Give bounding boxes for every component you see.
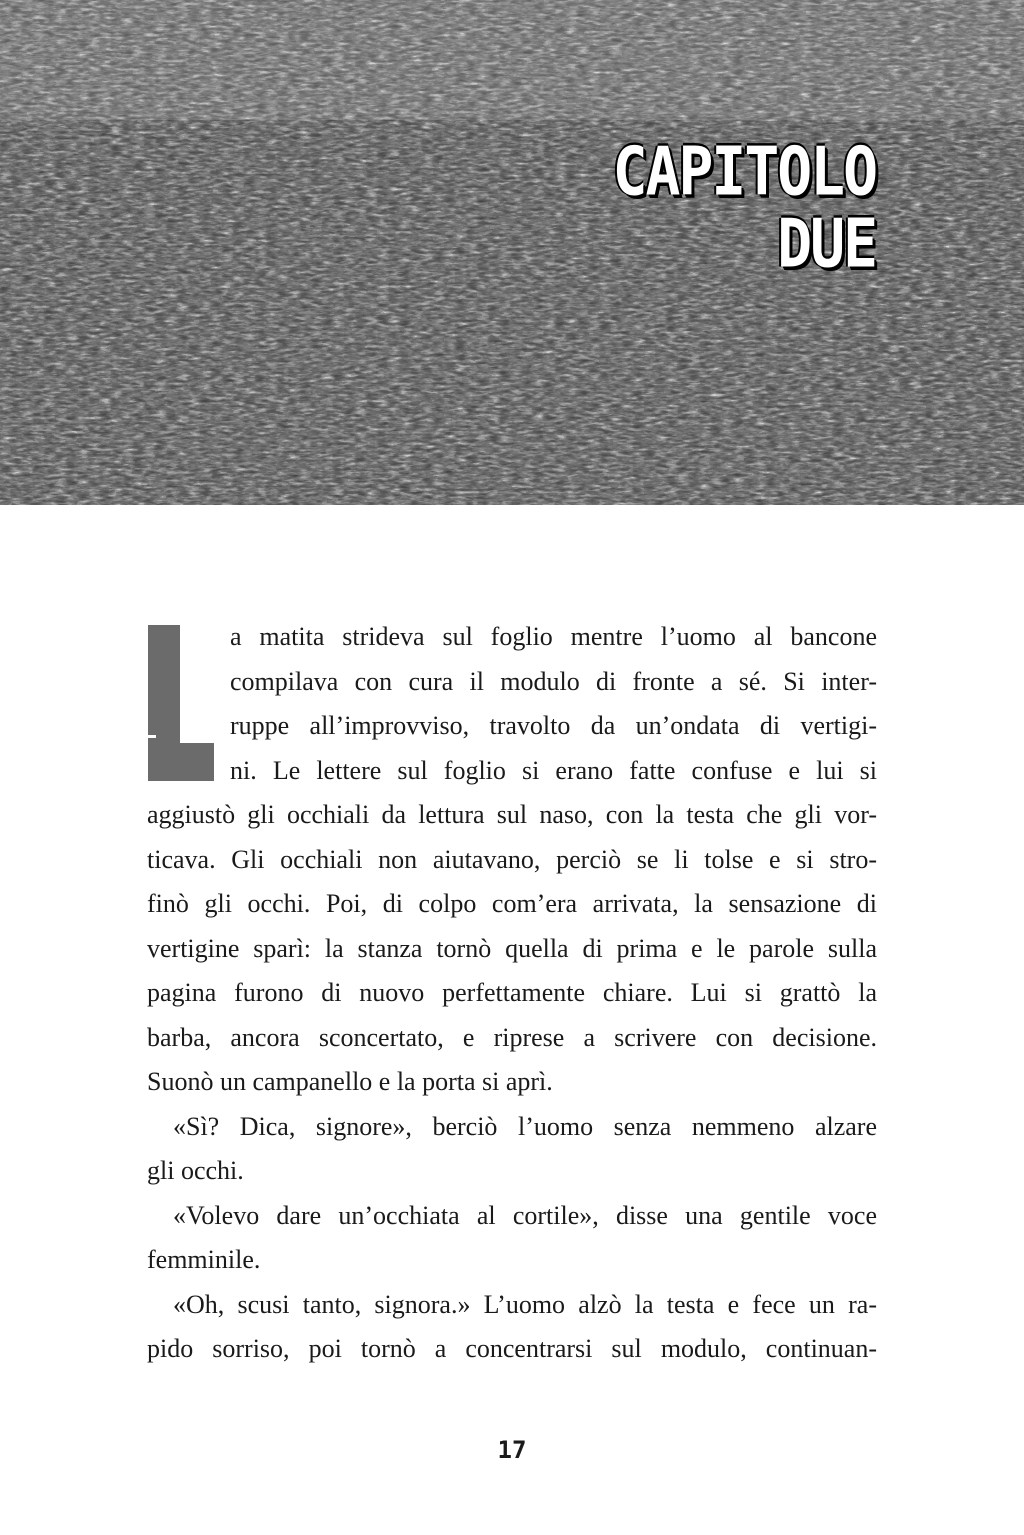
text-line: ticava. Gli occhiali non aiutavano, perciò se li tolse e si stro- — [147, 845, 877, 874]
text-line: vertigine sparì: la stanza tornò quella di prima e le parole sulla — [147, 934, 877, 963]
text-line: pagina furono di nuovo perfettamente chiare. Lui si grattò la — [147, 978, 877, 1007]
text-line: aggiustò gli occhiali da lettura sul naso, con la testa che gli vor- — [147, 800, 877, 829]
text-line: barba, ancora sconcertato, e riprese a scrivere con decisione. — [147, 1023, 877, 1052]
chapter-title-line-1: CAPITOLO — [612, 132, 876, 211]
text-line: pido sorriso, poi tornò a concentrarsi sul modulo, continuan- — [147, 1334, 877, 1363]
page-number: 17 — [497, 1436, 527, 1464]
text-line: «Oh, scusi tanto, signora.» L’uomo alzò la testa e fece un ra- — [173, 1290, 877, 1319]
text-line: «Volevo dare un’occhiata al cortile», disse una gentile voce — [173, 1201, 877, 1230]
text-line: gli occhi. — [147, 1156, 244, 1185]
chapter-header-static-image — [0, 0, 1024, 505]
text-line: femminile. — [147, 1245, 261, 1274]
text-line: ni. Le lettere sul foglio si erano fatte confuse e lui si — [230, 756, 877, 785]
text-line: finò gli occhi. Poi, di colpo com’era arrivata, la sensazione di — [147, 889, 877, 918]
text-line: ruppe all’improvviso, travolto da un’ondata di vertigi- — [230, 711, 877, 740]
text-line: Suonò un campanello e la porta si aprì. — [147, 1067, 553, 1096]
text-line: a matita strideva sul foglio mentre l’uomo al bancone — [230, 622, 877, 651]
text-line: compilava con cura il modulo di fronte a sé. Si inter- — [230, 667, 877, 696]
chapter-title-line-2: DUE — [777, 204, 876, 283]
drop-cap-l — [148, 625, 216, 781]
text-line: «Sì? Dica, signore», berciò l’uomo senza nemmeno alzare — [173, 1112, 877, 1141]
